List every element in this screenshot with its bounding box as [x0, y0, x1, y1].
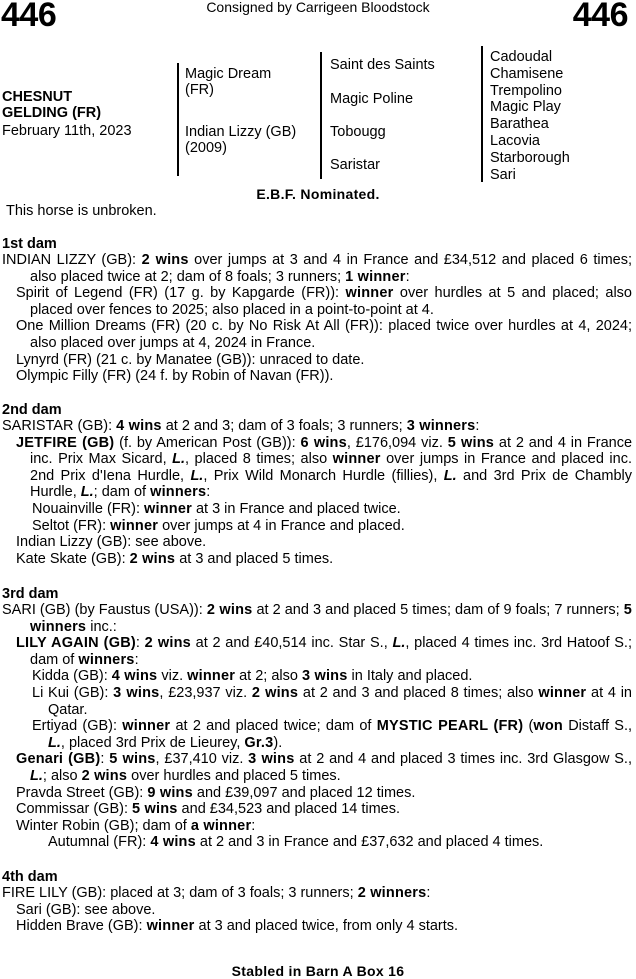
entry-text: , placed 8 times; also: [185, 451, 333, 468]
entry-text: Hidden Brave (GB):: [16, 918, 147, 935]
bold-text: 2 wins: [141, 252, 189, 268]
great-grandparent: Cadoudal: [490, 49, 553, 65]
pedigree-sire: [185, 66, 271, 98]
entry-text: :: [134, 651, 139, 668]
entry-text: :: [251, 817, 256, 834]
entry-text: :: [475, 418, 480, 434]
entry-text: in Italy and placed.: [347, 668, 473, 685]
entry-text: Ertiyad (GB):: [32, 718, 123, 735]
pedigree-divider-1: [177, 63, 179, 176]
entry-text: , Prix Wild Monarch Hurdle (fillies),: [203, 467, 444, 484]
entry-text: at 3 in France and placed twice.: [191, 500, 401, 517]
entry-line: [2, 834, 632, 851]
entry-text: over jumps at 3 and 4 in France and £34,512 and placed 6 times; also placed twice at 2; dam of 8 foals; 3 runners;: [30, 252, 632, 285]
entry-text: , placed 3rd Prix de Lieurey,: [60, 734, 245, 751]
bold-text: winner: [345, 285, 394, 302]
horse-name-line1: CHESNUT: [2, 89, 73, 105]
bold-text: winners: [150, 484, 207, 501]
entry-text: One Million Dreams (FR) (20 c. by No Risk At All (FR)): placed twice over hurdles at 4, 2024; also placed over jumps at 4, 2024 in France.: [16, 318, 632, 351]
bold-text: 2 wins: [206, 602, 253, 618]
entry-text: Nouainville (FR):: [32, 500, 144, 517]
bold-text: MYSTIC PEARL (FR): [376, 718, 524, 735]
entry-line: [2, 352, 632, 369]
entry-line: [2, 418, 632, 435]
bold-text: 2 wins: [251, 684, 299, 701]
entry-text: inc.:: [86, 618, 117, 635]
unbroken-note: This horse is unbroken.: [6, 203, 157, 219]
bold-text: winner: [146, 918, 195, 935]
entry-line: [2, 602, 632, 635]
entry-line: [2, 518, 632, 535]
bold-text: L.: [392, 635, 406, 652]
entry-line: [2, 368, 632, 385]
stabled-location: Stabled in Barn A Box 16: [231, 963, 405, 979]
granddam-maternal: Saristar: [330, 157, 380, 173]
entry-text: at 2 and 4 and placed 3 times inc. 3rd Glasgow S.,: [294, 751, 632, 768]
bold-text: L.: [30, 767, 43, 784]
entry-text: Kidda (GB):: [32, 668, 112, 685]
entry-text: and 3rd Prix de Chambly Hurdle,: [30, 467, 632, 501]
entry-text: , £37,410 viz.: [155, 751, 249, 768]
lot-number-right: 446: [572, 0, 628, 34]
section-body-3rd-dam: [2, 602, 632, 851]
section-heading-3rd-dam: 3rd dam: [2, 586, 59, 602]
entry-text: Spirit of Legend (FR) (17 g. by Kapgarde (FR)):: [16, 285, 346, 302]
pedigree-divider-3: [481, 46, 483, 182]
entry-text: :: [426, 885, 431, 901]
section-heading-1st-dam: 1st dam: [2, 236, 57, 252]
entry-text: at 2 and £40,514 inc. Star S.,: [190, 635, 393, 652]
bold-text: Genari (GB): [16, 751, 101, 768]
pedigree-divider-2: [320, 52, 322, 179]
great-grandparent: Chamisene: [490, 65, 564, 82]
entry-line: [2, 902, 632, 919]
section-heading-4th-dam: 4th dam: [2, 869, 58, 885]
entry-text: at 3 and placed twice, from only 4 starts.: [194, 918, 459, 935]
bold-text: 4 wins: [116, 418, 162, 434]
dam-year: (2009): [185, 140, 227, 156]
section-heading-2nd-dam: 2nd dam: [2, 402, 62, 418]
entry-text: and £39,097 and placed 12 times.: [192, 784, 416, 801]
entry-text: (f. by American Post (GB)):: [114, 434, 301, 451]
entry-text: Li Kui (GB):: [32, 684, 114, 701]
great-grandparent: Lacovia: [490, 132, 540, 149]
bold-text: won: [533, 718, 563, 735]
dam-name: Indian Lizzy (GB): [185, 124, 297, 140]
entry-text: at 2 and 3 and placed 5 times; dam of 9 foals; 7 runners;: [252, 602, 624, 618]
horse-name: [2, 89, 101, 121]
entry-text: , placed 4 times inc. 3rd Hatoof S.; dam of: [30, 635, 632, 668]
entry-line: [2, 818, 632, 835]
bold-text: 5 wins: [132, 801, 178, 818]
entry-text: over jumps at 4 in France and placed.: [158, 517, 405, 534]
entry-line: [2, 285, 632, 318]
great-grandparent: Magic Play: [490, 99, 561, 116]
horse-name-line2: GELDING (FR): [2, 105, 102, 121]
entry-text: Winter Robin (GB); dam of: [16, 817, 191, 834]
bold-text: winner: [187, 668, 236, 685]
bold-text: 3 wins: [113, 684, 160, 701]
entry-text: (: [523, 718, 534, 735]
entry-text: , £23,937 viz.: [159, 684, 252, 701]
entry-line: [2, 751, 632, 784]
entry-text: viz.: [157, 668, 188, 685]
bold-text: 4 wins: [111, 668, 158, 685]
section-body-4th-dam: [2, 885, 632, 935]
bold-text: LILY AGAIN (GB): [16, 635, 136, 652]
entry-text: INDIAN LIZZY (GB):: [2, 252, 142, 268]
entry-line: [2, 318, 632, 351]
pedigree-dam: [185, 124, 296, 156]
entry-text: Seltot (FR):: [32, 517, 111, 534]
bold-text: L.: [443, 467, 457, 484]
bold-text: 6 wins: [300, 434, 347, 451]
consignor: Consigned by Carrigeen Bloodstock: [206, 0, 430, 15]
bold-text: 5 winners: [30, 602, 632, 635]
entry-text: Sari (GB): see above.: [16, 901, 156, 918]
entry-text: :: [135, 635, 145, 652]
bold-text: 4 wins: [150, 834, 196, 851]
entry-text: Indian Lizzy (GB): see above.: [16, 534, 207, 551]
bold-text: 2 winners: [357, 885, 427, 901]
bold-text: winner: [538, 684, 587, 701]
grandsire-paternal: Saint des Saints: [330, 57, 435, 73]
section-body-2nd-dam: [2, 418, 632, 567]
entry-text: at 2 and 3 and placed 8 times; also: [298, 684, 539, 701]
great-grandparent: Sari: [490, 166, 516, 183]
ebf-nominated: E.B.F. Nominated.: [256, 186, 380, 202]
bold-text: 9 wins: [147, 784, 193, 801]
entry-text: Lynyrd (FR) (21 c. by Manatee (GB)): unraced to date.: [16, 351, 365, 368]
bold-text: winner: [332, 451, 381, 468]
grandsire-maternal: Tobougg: [330, 124, 386, 140]
entry-text: at 2; also: [235, 668, 302, 685]
great-grandparent: Trempolino: [490, 82, 562, 99]
bold-text: 1 winner: [345, 268, 406, 285]
entry-text: at 2 and 3 in France and £37,632 and placed 4 times.: [195, 834, 544, 851]
entry-text: :: [206, 484, 211, 501]
bold-text: L.: [172, 451, 185, 468]
entry-text: ).: [273, 734, 283, 751]
lot-number-left: 446: [1, 0, 57, 34]
entry-line: [2, 551, 632, 568]
entry-text: FIRE LILY (GB): placed at 3; dam of 3 foals; 3 runners;: [2, 885, 358, 901]
entry-text: :: [405, 268, 410, 285]
bold-text: winner: [110, 517, 159, 534]
entry-text: SARI (GB) (by Faustus (USA)):: [2, 602, 207, 618]
granddam-paternal: Magic Poline: [330, 91, 414, 107]
entry-line: [2, 435, 632, 501]
horse-dob: February 11th, 2023: [2, 123, 132, 139]
entry-text: :: [100, 751, 110, 768]
bold-text: a winner: [190, 817, 252, 834]
entry-text: , £176,094 viz.: [346, 434, 448, 451]
bold-text: 3 wins: [248, 751, 295, 768]
sire-name: Magic Dream: [185, 66, 272, 82]
bold-text: winner: [144, 500, 192, 517]
bold-text: winner: [122, 718, 171, 735]
entry-text: Olympic Filly (FR) (24 f. by Robin of Navan (FR)).: [16, 368, 334, 385]
entry-text: Pravda Street (GB):: [16, 784, 148, 801]
section-body-1st-dam: [2, 252, 632, 385]
sire-suffix: (FR): [185, 82, 214, 98]
entry-text: Kate Skate (GB):: [16, 550, 130, 567]
entry-text: at 4 in Qatar.: [48, 684, 632, 718]
bold-text: JETFIRE (GB): [16, 434, 115, 451]
bold-text: L.: [190, 467, 204, 484]
entry-text: over jumps in France and placed inc. 2nd Prix d'Iena Hurdle,: [30, 451, 632, 484]
entry-line: [2, 685, 632, 718]
entry-line: [2, 885, 632, 902]
entry-text: at 2 and placed twice; dam of: [170, 718, 377, 735]
entry-line: [2, 501, 632, 518]
bold-text: 5 wins: [447, 434, 495, 451]
entry-text: Commissar (GB):: [16, 801, 132, 818]
entry-line: [2, 252, 632, 285]
entry-text: Distaff S.,: [562, 718, 633, 735]
entry-line: [2, 534, 632, 551]
great-grandparent: Starborough: [490, 149, 570, 166]
great-grandparent: Barathea: [490, 116, 549, 133]
bold-text: 3 wins: [301, 668, 348, 685]
bold-text: 2 wins: [81, 767, 128, 784]
entry-text: over hurdles and placed 5 times.: [127, 767, 341, 784]
entry-text: over hurdles at 5 and placed; also placed over fences to 2025; also placed in a point-to-point at 4.: [30, 285, 632, 318]
entry-line: [2, 918, 632, 935]
bold-text: L.: [48, 734, 61, 751]
entry-text: ; also: [42, 767, 82, 784]
entry-text: at 2 and 3; dam of 3 foals; 3 runners;: [161, 418, 407, 434]
bold-text: L.: [80, 484, 94, 501]
great-grandparents: [490, 49, 570, 183]
entry-line: [2, 785, 632, 802]
entry-text: ; dam of: [93, 484, 151, 501]
entry-text: and £34,523 and placed 14 times.: [177, 801, 401, 818]
entry-line: [2, 801, 632, 818]
entry-text: at 3 and placed 5 times.: [175, 550, 334, 567]
bold-text: 5 wins: [109, 751, 156, 768]
entry-line: [2, 635, 632, 668]
bold-text: 2 wins: [129, 550, 176, 567]
entry-text: Autumnal (FR):: [48, 834, 151, 851]
bold-text: 2 wins: [144, 635, 191, 652]
bold-text: Gr.3: [244, 734, 274, 751]
bold-text: winners: [78, 651, 135, 668]
entry-line: [2, 718, 632, 751]
bold-text: 3 winners: [406, 418, 476, 434]
entry-line: [2, 668, 632, 685]
entry-text: SARISTAR (GB):: [2, 418, 117, 434]
entry-text: at 2 and 4 in France inc. Prix Max Sicard,: [30, 434, 633, 468]
